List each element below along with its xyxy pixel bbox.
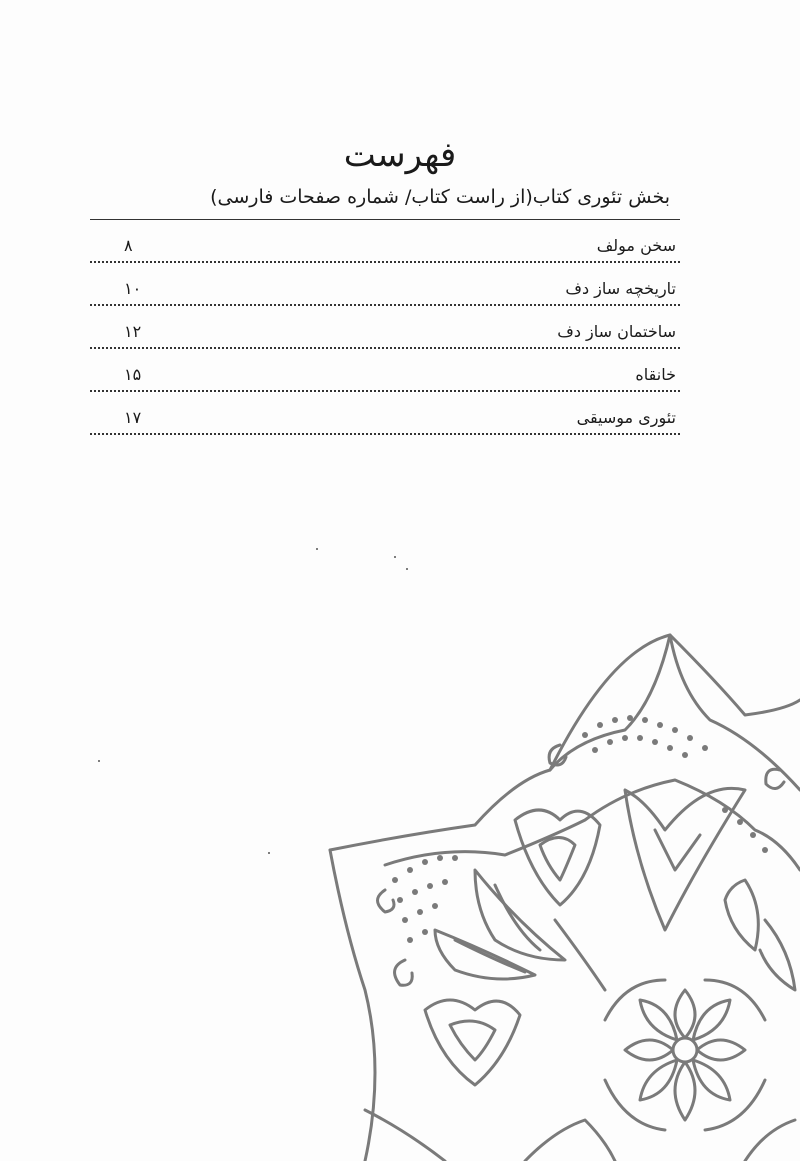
toc-entry-title: تئوری موسیقی <box>576 408 676 427</box>
table-of-contents <box>90 186 680 435</box>
toc-entry-title: خانقاه <box>635 365 676 384</box>
page-title: فهرست <box>343 134 457 175</box>
toc-row[interactable] <box>90 349 680 392</box>
mandala-ornament-icon <box>325 630 800 1161</box>
toc-entry-page: ۱۵ <box>124 365 142 384</box>
scan-speck <box>406 568 408 570</box>
toc-entry-title: تاریخچه ساز دف <box>565 279 676 298</box>
toc-row[interactable] <box>90 392 680 435</box>
toc-entry-page: ۱۰ <box>124 279 142 298</box>
toc-entry-page: ۱۷ <box>124 408 142 427</box>
toc-row[interactable] <box>90 306 680 349</box>
scan-speck <box>316 548 318 550</box>
toc-entry-page: ۸ <box>124 236 133 255</box>
section-header: بخش تئوری کتاب(از راست کتاب/ شماره صفحات فارسی) <box>90 186 680 220</box>
scan-speck <box>394 556 396 558</box>
toc-entry-title: سخن مولف <box>596 236 676 255</box>
toc-row[interactable] <box>90 263 680 306</box>
scan-speck <box>268 852 270 854</box>
scan-speck <box>98 760 100 762</box>
toc-row[interactable] <box>90 220 680 263</box>
toc-entry-title: ساختمان ساز دف <box>557 322 676 341</box>
toc-entry-page: ۱۲ <box>124 322 142 341</box>
